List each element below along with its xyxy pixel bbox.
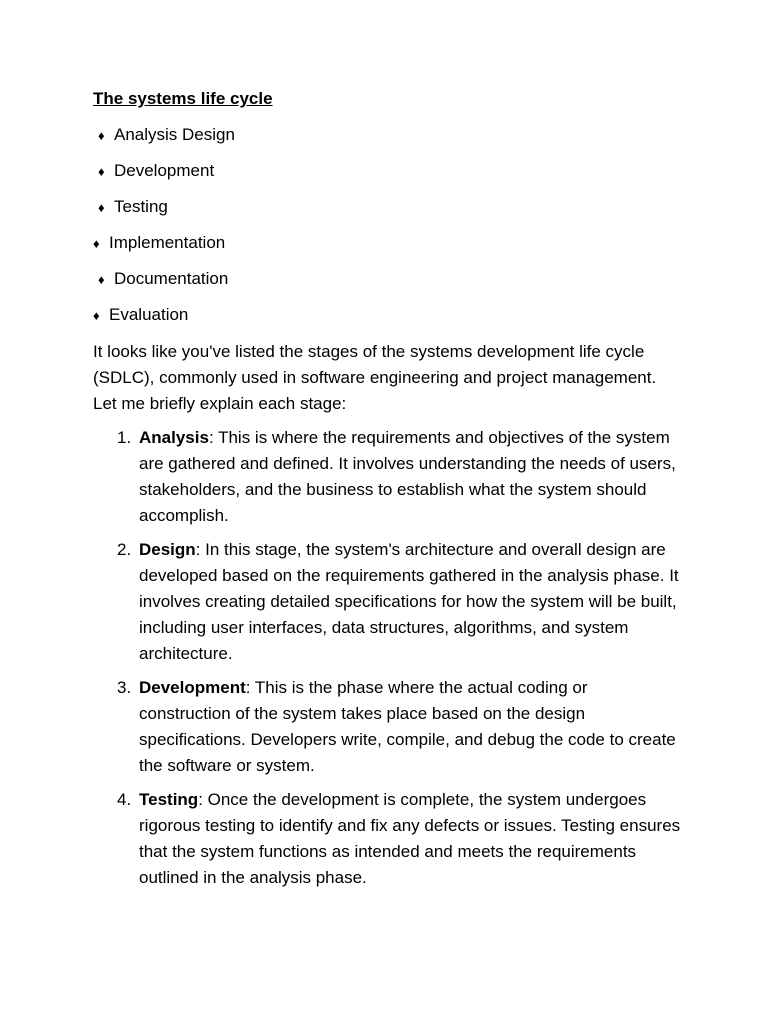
diamond-bullet-icon: ♦ xyxy=(98,200,105,215)
diamond-bullet-icon: ♦ xyxy=(98,272,105,287)
stage-number: 4. xyxy=(117,790,132,809)
diamond-bullet-icon: ♦ xyxy=(98,164,105,179)
stage-bullet-list xyxy=(93,124,235,340)
stage-item xyxy=(93,787,683,891)
bullet-label: Documentation xyxy=(114,269,229,288)
stage-number: 3. xyxy=(117,678,132,697)
bullet-label: Implementation xyxy=(109,233,226,252)
diamond-bullet-icon: ♦ xyxy=(98,128,105,143)
stage-name: Development xyxy=(139,678,246,697)
stage-number: 1. xyxy=(117,428,132,447)
bullet-label: Development xyxy=(114,161,215,180)
bullet-item xyxy=(93,160,235,196)
bullet-item xyxy=(93,304,235,340)
stage-name: Testing xyxy=(139,790,199,809)
stage-name: Analysis xyxy=(139,428,209,447)
intro-paragraph: It looks like you've listed the stages of the systems development life cycle (SDLC), commonly used in software engineering and project management. Let me briefly explain each stage: xyxy=(93,342,657,413)
bullet-item xyxy=(93,196,235,232)
bullet-label: Evaluation xyxy=(109,305,189,324)
stage-description: : This is the phase where the actual coding or construction of the system takes place based on the design specifications. Developers write, compile, and debug the code to create the software or system. xyxy=(139,678,676,775)
stage-item xyxy=(93,425,683,529)
diamond-bullet-icon: ♦ xyxy=(93,308,100,323)
bullet-item xyxy=(93,124,235,160)
diamond-bullet-icon: ♦ xyxy=(93,236,100,251)
bullet-label: Analysis Design xyxy=(114,125,235,144)
stage-description: : Once the development is complete, the system undergoes rigorous testing to identify and fix any defects or issues. Testing ensures that the system functions as intended and meets the requirements outlined in the analysis phase. xyxy=(139,790,681,887)
document-title: The systems life cycle xyxy=(93,89,273,108)
stage-number: 2. xyxy=(117,540,132,559)
bullet-item xyxy=(93,232,235,268)
stage-item xyxy=(93,537,683,667)
stage-description: : In this stage, the system's architecture and overall design are developed based on the requirements gathered in the analysis phase. It involves creating detailed specifications for how the system will be built, including user interfaces, data structures, algorithms, and system architecture. xyxy=(139,540,679,663)
stage-explanation-list xyxy=(93,425,683,899)
bullet-label: Testing xyxy=(114,197,168,216)
bullet-item xyxy=(93,268,235,304)
stage-name: Design xyxy=(139,540,196,559)
stage-item xyxy=(93,675,683,779)
stage-description: : This is where the requirements and objectives of the system are gathered and defined. It involves understanding the needs of users, stakeholders, and the business to establish what the system should accomplish. xyxy=(139,428,676,525)
